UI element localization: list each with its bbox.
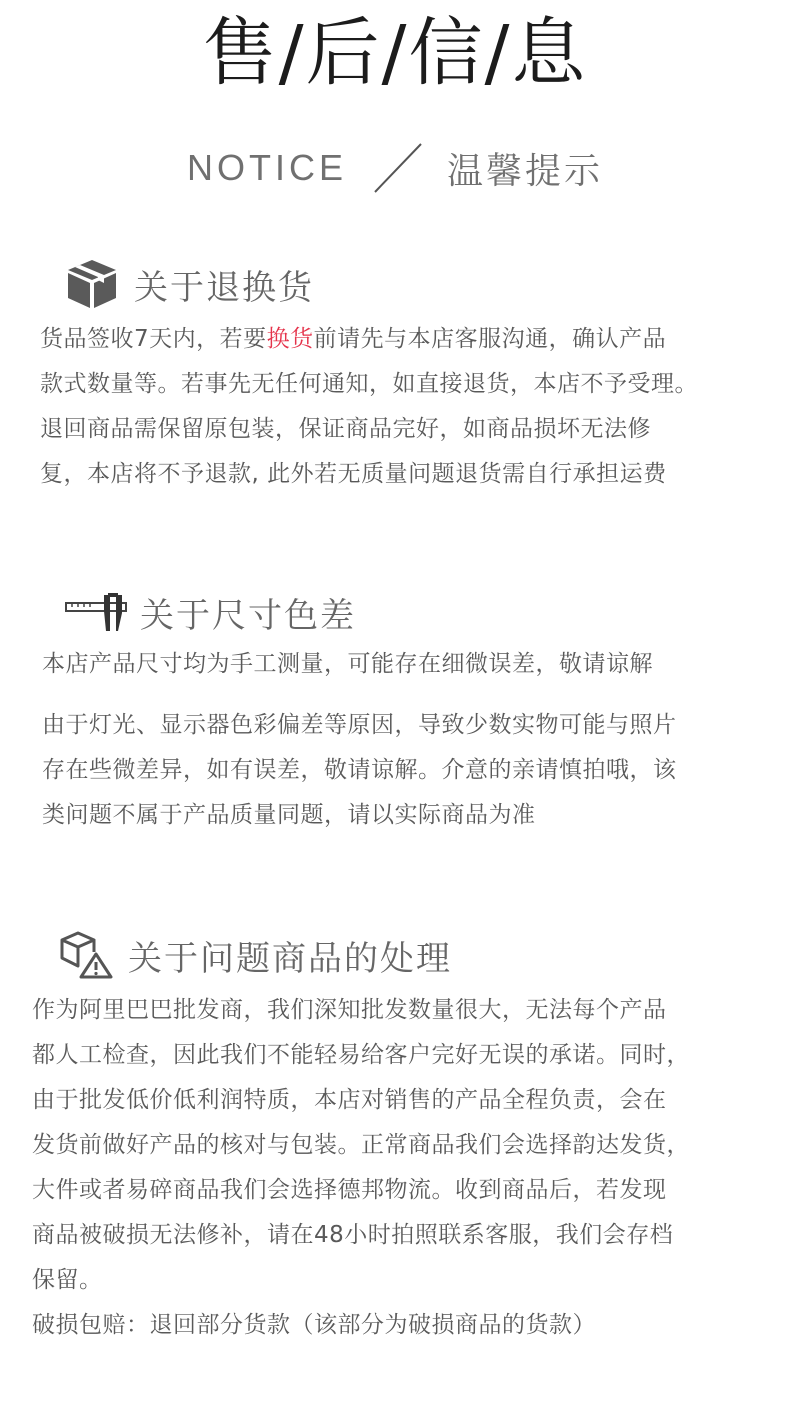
notice-label-en: NOTICE (186, 147, 347, 188)
text-line: 都人工检查，因此我们不能轻易给客户完好无误的承诺。同时， (32, 1042, 690, 1068)
text-line: 由于批发低价低利润特质，本店对销售的产品全程负责，会在 (32, 1087, 667, 1113)
text-line: 存在些微差异，如有误差，敬请谅解。介意的亲请慎拍哦，该 (42, 757, 677, 783)
page-title: 售/后/信/息 (202, 10, 588, 96)
section-heading-text: 关于尺寸色差 (140, 596, 356, 636)
text-line: 类问题不属于产品质量同题，请以实际商品为准 (42, 802, 536, 828)
measurement-note: 本店产品尺寸均为手工测量，可能存在细微误差，敬请谅解 (42, 651, 653, 677)
color-difference-text (42, 703, 677, 838)
section-heading-text: 关于问题商品的处理 (128, 938, 452, 979)
problem-goods-text (32, 988, 690, 1348)
damaged-box-warning-icon (58, 930, 114, 980)
text-line: 破损包赔：退回部分货款（该部分为破损商品的货款） (32, 1312, 596, 1338)
section-returns-heading (64, 258, 314, 310)
text-line: 退回商品需保留原包装，保证商品完好，如商品损坏无法修 (40, 416, 651, 442)
section-size-color-heading (64, 588, 356, 637)
notice-label-cn: 温馨提示 (447, 150, 604, 192)
returns-policy-text (40, 317, 698, 497)
text-line: 作为阿里巴巴批发商，我们深知批发数量很大，无法每个产品 (32, 997, 667, 1023)
section-heading-text: 关于退换货 (134, 267, 314, 308)
notice-banner (0, 140, 790, 196)
box-icon (64, 258, 120, 310)
text-line: 货品签收7天内，若要换货前请先与本店客服沟通，确认产品 (40, 326, 667, 352)
highlighted-text: 换货 (266, 326, 314, 352)
text-line: 商品被破损无法修补，请在48小时拍照联系客服，我们会存档 (32, 1222, 674, 1248)
caliper-icon (64, 591, 128, 635)
slash-divider (369, 140, 429, 196)
section-problem-goods-heading (58, 930, 452, 980)
text-line: 由于灯光、显示器色彩偏差等原因，导致少数实物可能与照片 (42, 712, 677, 738)
text-line: 复，本店将不予退款, 此外若无质量问题退货需自行承担运费 (40, 461, 667, 487)
text-line: 大件或者易碎商品我们会选择德邦物流。收到商品后，若发现 (32, 1177, 667, 1203)
text-line: 发货前做好产品的核对与包装。正常商品我们会选择韵达发货， (32, 1132, 690, 1158)
text-line: 款式数量等。若事先无任何通知，如直接退货，本店不予受理。 (40, 371, 698, 397)
text-line: 保留。 (32, 1267, 103, 1293)
